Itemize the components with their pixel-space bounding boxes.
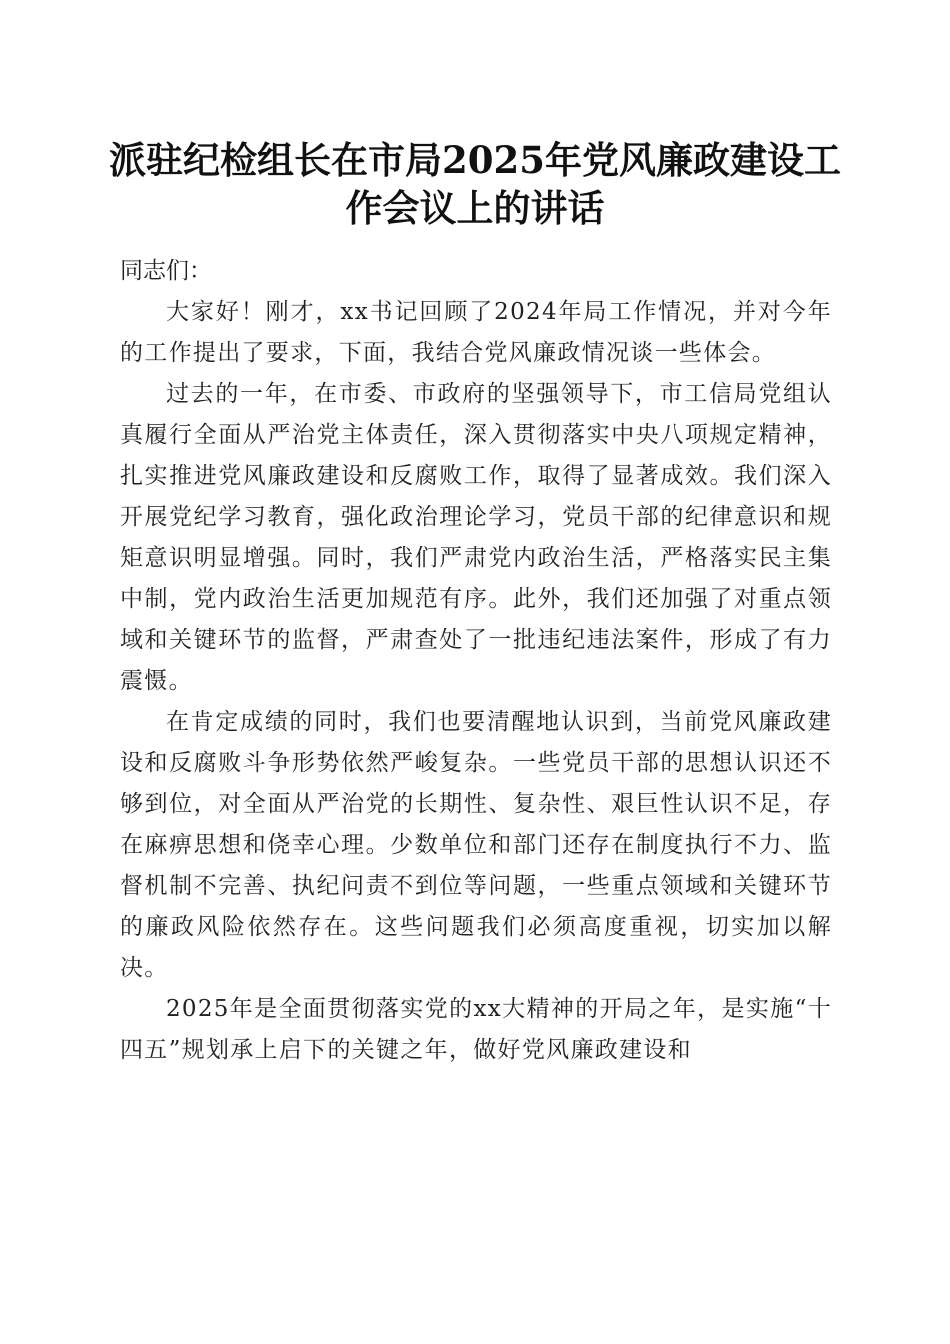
title-line-1: 派驻纪检组长在市局2025年党风廉政建设工 xyxy=(109,138,841,182)
document-title xyxy=(100,136,850,232)
document-body xyxy=(120,251,832,1071)
paragraph-problems: 在肯定成绩的同时，我们也要清醒地认识到，当前党风廉政建设和反腐败斗争形势依然严峻复杂。一些党员干部的思想认识还不够到位，对全面从严治党的长期性、复杂性、艰巨性认识不足，存在麻痹思想和侥幸心理。少数单位和部门还存在制度执行不力、监督机制不完善、执纪问责不到位等问题，一些重点领域和关键环节的廉政风险依然存在。这些问题我们必须高度重视，切实加以解决。 xyxy=(120,709,832,981)
paragraph-review: 过去的一年，在市委、市政府的坚强领导下，市工信局党组认真履行全面从严治党主体责任，深入贯彻落实中央八项规定精神，扎实推进党风廉政建设和反腐败工作，取得了显著成效。我们深入开展党纪学习教育，强化政治理论学习，党员干部的纪律意识和规矩意识明显增强。同时，我们严肃党内政治生活，严格落实民主集中制，党内政治生活更加规范有序。此外，我们还加强了对重点领域和关键环节的监督，严肃查处了一批违纪违法案件，形成了有力震慑。 xyxy=(120,381,832,694)
salutation: 同志们： xyxy=(120,258,212,284)
title-line-2: 作会议上的讲话 xyxy=(345,186,605,230)
paragraph-outlook: 2025年是全面贯彻落实党的xx大精神的开局之年，是实施“十四五”规划承上启下的关键之年，做好党风廉政建设和 xyxy=(120,996,832,1063)
paragraph-greeting: 大家好！刚才，xx书记回顾了2024年局工作情况，并对今年的工作提出了要求，下面，我结合党风廉政情况谈一些体会。 xyxy=(120,299,832,366)
